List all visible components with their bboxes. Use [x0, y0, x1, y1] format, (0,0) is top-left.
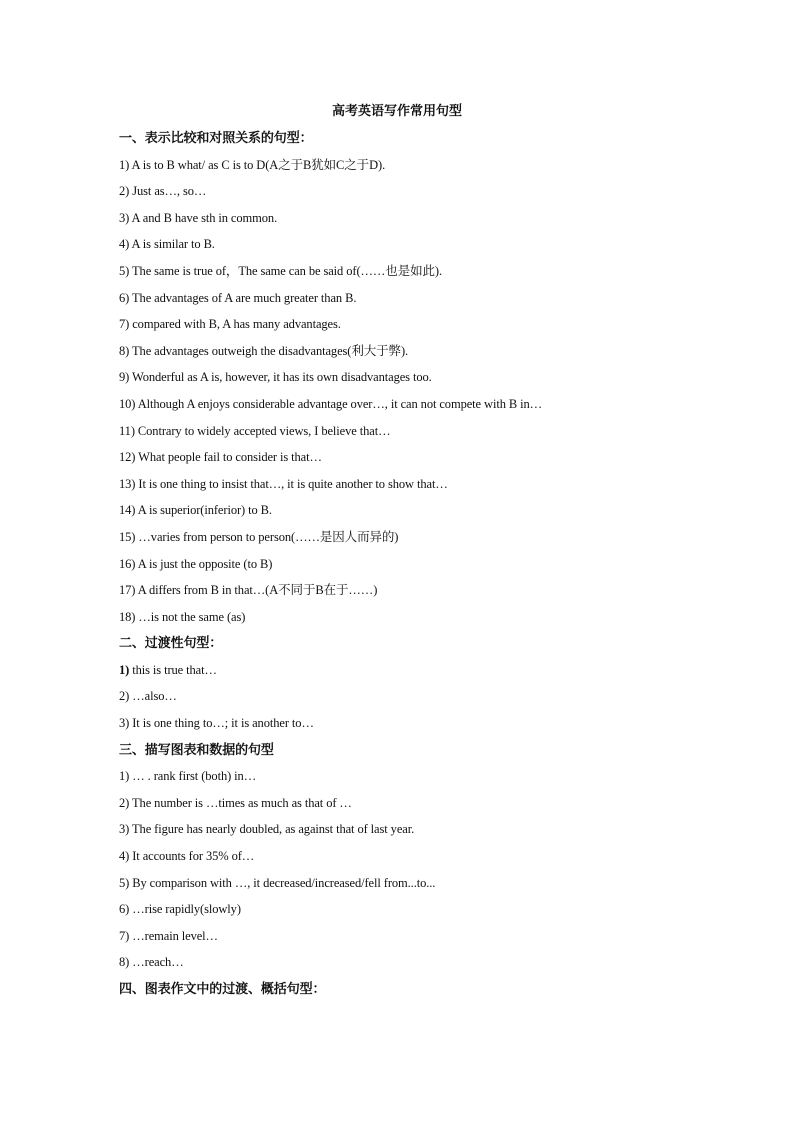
list-item: 2) …also…	[119, 689, 177, 704]
list-item: 1) A is to B what/ as C is to D(A之于B犹如C之于D).	[119, 157, 386, 172]
list-item: 3) It is one thing to…; it is another to…	[119, 716, 314, 731]
page-title: 高考英语写作常用句型	[331, 103, 462, 118]
list-item: 1) … . rank first (both) in…	[119, 769, 257, 784]
list-item: 6) The advantages of A are much greater than B.	[119, 290, 357, 305]
section-heading: 一、表示比较和对照关系的句型：	[119, 130, 313, 145]
list-item: 16) A is just the opposite (to B)	[119, 556, 273, 571]
list-item: 17) A differs from B in that…(A不同于B在于……)	[119, 583, 378, 598]
list-item: 11) Contrary to widely accepted views, I believe that…	[119, 423, 391, 438]
document-body	[119, 129, 679, 1007]
list-item: 7) …remain level…	[119, 928, 218, 943]
list-item: 2) The number is …times as much as that of …	[119, 795, 352, 810]
list-item: 14) A is superior(inferior) to B.	[119, 503, 272, 518]
list-item: 5) The same is true of，The same can be said of(……也是如此).	[119, 263, 442, 278]
list-item: 13) It is one thing to insist that…, it is quite another to show that…	[119, 476, 448, 491]
list-item: 7) compared with B, A has many advantages.	[119, 317, 341, 332]
list-item: 2) Just as…, so…	[119, 184, 207, 199]
list-item: 8) …reach…	[119, 955, 184, 970]
list-item: 10) Although A enjoys considerable advantage over…, it can not compete with B in…	[119, 396, 543, 411]
section-heading: 二、过渡性句型：	[119, 635, 223, 651]
list-item: 8) The advantages outweigh the disadvantages(利大于弊).	[119, 343, 409, 358]
item-text: this is true that…	[129, 662, 217, 677]
list-item: 9) Wonderful as A is, however, it has its own disadvantages too.	[119, 370, 432, 385]
item-number: 1)	[119, 662, 130, 677]
list-item	[119, 661, 679, 688]
section-heading: 三、描写图表和数据的句型	[119, 741, 274, 757]
list-item: 18) …is not the same (as)	[119, 609, 246, 624]
list-item: 5) By comparison with …, it decreased/increased/fell from...to...	[119, 875, 436, 890]
section-heading: 四、图表作文中的过渡、概括句型：	[119, 981, 326, 996]
list-item: 3) The figure has nearly doubled, as against that of last year.	[119, 822, 415, 837]
list-item: 15) …varies from person to person(……是因人而异的)	[119, 529, 399, 544]
list-item: 4) It accounts for 35% of…	[119, 849, 255, 864]
list-item: 3) A and B have sth in common.	[119, 210, 278, 225]
list-item: 4) A is similar to B.	[119, 237, 215, 252]
list-item: 6) …rise rapidly(slowly)	[119, 902, 241, 917]
list-item: 12) What people fail to consider is that…	[119, 450, 322, 465]
